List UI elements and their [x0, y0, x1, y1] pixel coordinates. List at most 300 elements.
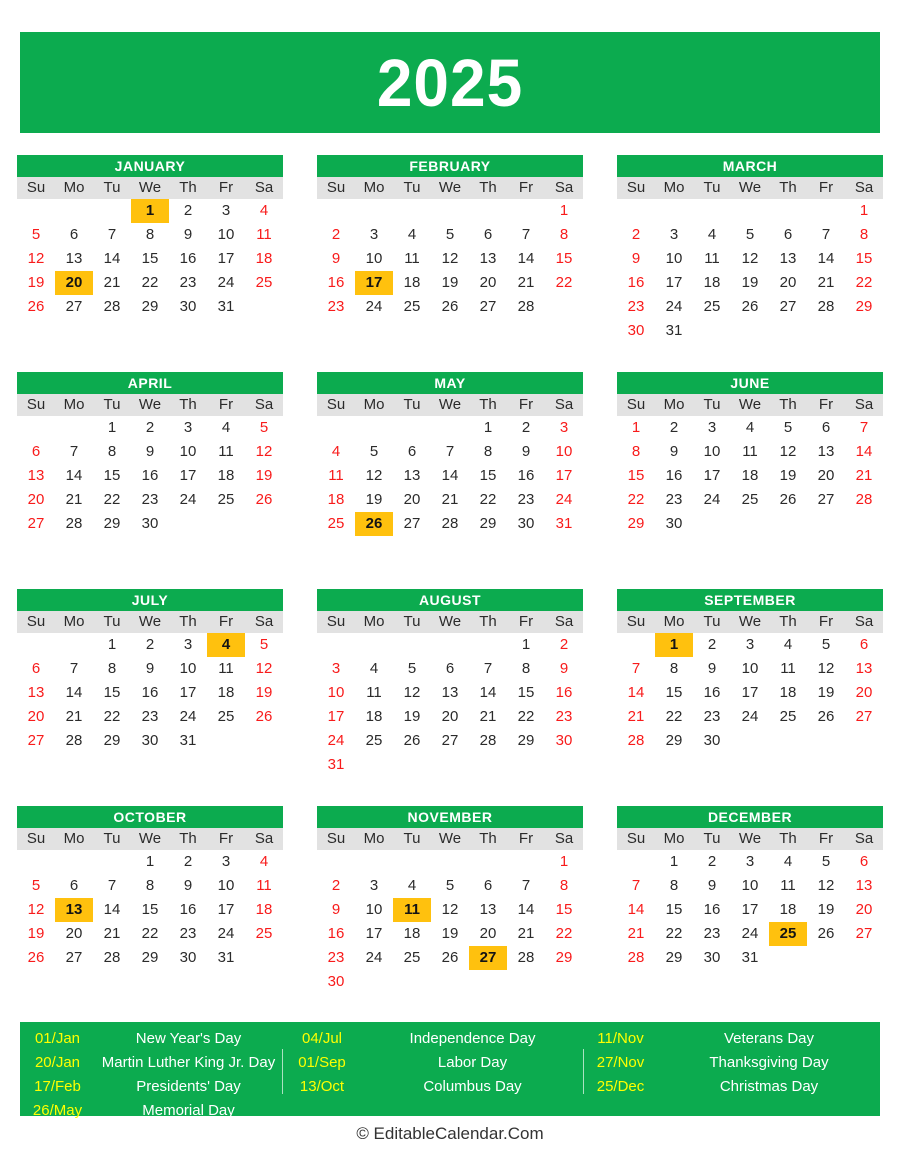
day-cell: 12	[255, 443, 273, 460]
day-cell: 11	[218, 660, 234, 677]
day-cell: 9	[707, 660, 717, 677]
day-cell: 9	[707, 877, 717, 894]
day-cell: 30	[703, 949, 721, 966]
day-cell: 23	[555, 708, 573, 725]
day-cell: 9	[669, 443, 679, 460]
weekday-label: Fr	[818, 613, 834, 630]
month-november	[317, 806, 583, 1023]
empty-day-cell	[617, 850, 655, 874]
day-cell: 13	[403, 467, 421, 484]
day-cell: 2	[707, 636, 717, 653]
day-cell: 5	[259, 636, 269, 653]
weekday-label: Tu	[103, 396, 121, 413]
holiday-name	[658, 1099, 880, 1123]
empty-day-cell	[469, 850, 507, 874]
weekday-header-row	[317, 828, 583, 850]
weekday-label: Th	[179, 613, 197, 630]
week-row	[617, 729, 883, 753]
week-row	[17, 705, 283, 729]
day-cell: 19	[403, 708, 421, 725]
day-cell: 2	[331, 877, 341, 894]
day-cell: 15	[555, 901, 573, 918]
day-cell: 23	[703, 925, 721, 942]
day-cell: 29	[517, 732, 535, 749]
day-cell: 13	[855, 660, 873, 677]
weekday-label: We	[438, 830, 462, 847]
holiday-row	[20, 1051, 880, 1075]
day-cell: 22	[855, 274, 873, 291]
weekday-label: Tu	[403, 396, 421, 413]
month-title: OCTOBER	[17, 806, 283, 828]
day-cell: 6	[483, 877, 493, 894]
day-cell: 3	[707, 419, 717, 436]
day-cell: 24	[555, 491, 573, 508]
day-cell: 9	[559, 660, 569, 677]
empty-day-cell	[769, 199, 807, 223]
week-row	[617, 922, 883, 946]
day-cell: 10	[365, 250, 383, 267]
week-row	[317, 898, 583, 922]
holiday-date	[282, 1099, 362, 1123]
day-cell: 25	[403, 949, 421, 966]
empty-day-cell	[93, 199, 131, 223]
day-cell: 12	[365, 467, 383, 484]
day-cell: 30	[327, 973, 345, 990]
day-cell: 1	[107, 636, 117, 653]
month-title: JULY	[17, 589, 283, 611]
day-cell: 10	[365, 901, 383, 918]
month-february	[317, 155, 583, 372]
empty-day-cell	[769, 512, 807, 536]
day-cell: 23	[327, 298, 345, 315]
weekday-label: Th	[179, 396, 197, 413]
day-cell: 20	[55, 271, 93, 295]
day-cell: 10	[179, 443, 197, 460]
day-cell: 8	[107, 443, 117, 460]
day-cell: 20	[65, 925, 83, 942]
day-cell: 18	[217, 684, 235, 701]
day-cell: 31	[217, 949, 235, 966]
day-cell: 10	[741, 660, 759, 677]
day-cell: 23	[703, 708, 721, 725]
day-cell: 20	[403, 491, 421, 508]
empty-day-cell	[545, 295, 583, 319]
day-cell: 27	[27, 515, 45, 532]
holiday-name: Presidents' Day	[136, 1078, 241, 1095]
weekday-label: Fr	[518, 613, 534, 630]
day-cell: 7	[821, 226, 831, 243]
holiday-date: 04/Jul	[301, 1030, 343, 1047]
empty-day-cell	[55, 633, 93, 657]
day-cell: 16	[703, 901, 721, 918]
day-cell: 5	[407, 660, 417, 677]
weekday-label: Mo	[363, 830, 385, 847]
day-cell: 24	[179, 708, 197, 725]
week-row	[317, 729, 583, 753]
day-cell: 8	[483, 443, 493, 460]
weekday-label: Tu	[403, 179, 421, 196]
empty-day-cell	[17, 416, 55, 440]
day-cell: 28	[103, 298, 121, 315]
day-cell: 8	[107, 660, 117, 677]
empty-day-cell	[393, 416, 431, 440]
day-cell: 27	[855, 925, 873, 942]
day-cell: 2	[145, 419, 155, 436]
day-cell: 19	[441, 925, 459, 942]
holiday-date	[583, 1099, 658, 1123]
day-cell: 20	[779, 274, 797, 291]
day-cell: 2	[331, 226, 341, 243]
day-cell: 31	[327, 756, 345, 773]
day-cell: 10	[327, 684, 345, 701]
weekday-label: Sa	[854, 830, 874, 847]
week-row	[317, 753, 583, 777]
week-row	[317, 946, 583, 970]
weekday-label: We	[438, 396, 462, 413]
empty-day-cell	[769, 319, 807, 343]
empty-day-cell	[807, 512, 845, 536]
week-row	[17, 850, 283, 874]
weekday-label: Mo	[63, 179, 85, 196]
day-cell: 4	[207, 633, 245, 657]
day-cell: 27	[817, 491, 835, 508]
empty-day-cell	[355, 199, 393, 223]
empty-day-cell	[807, 199, 845, 223]
day-cell: 18	[255, 901, 273, 918]
day-cell: 7	[631, 877, 641, 894]
day-cell: 16	[555, 684, 573, 701]
empty-day-cell	[469, 753, 507, 777]
day-cell: 15	[517, 684, 535, 701]
empty-day-cell	[617, 199, 655, 223]
day-cell: 23	[141, 491, 159, 508]
empty-day-cell	[245, 946, 283, 970]
empty-day-cell	[245, 729, 283, 753]
day-cell: 8	[559, 877, 569, 894]
month-september	[617, 589, 883, 806]
empty-day-cell	[355, 416, 393, 440]
week-row	[17, 199, 283, 223]
day-cell: 12	[441, 901, 459, 918]
month-july	[17, 589, 283, 806]
day-cell: 22	[103, 491, 121, 508]
day-cell: 16	[141, 467, 159, 484]
day-cell: 15	[855, 250, 873, 267]
day-cell: 5	[821, 636, 831, 653]
day-cell: 21	[855, 467, 873, 484]
day-cell: 20	[855, 684, 873, 701]
weekday-label: Tu	[703, 179, 721, 196]
empty-day-cell	[469, 199, 507, 223]
day-cell: 28	[65, 732, 83, 749]
empty-day-cell	[469, 633, 507, 657]
weekday-label: Sa	[254, 396, 274, 413]
holiday-date: 20/Jan	[34, 1054, 81, 1071]
day-cell: 19	[27, 925, 45, 942]
month-title: JUNE	[617, 372, 883, 394]
weekday-header-row	[17, 177, 283, 199]
empty-day-cell	[431, 753, 469, 777]
week-row	[17, 633, 283, 657]
day-cell: 25	[365, 732, 383, 749]
day-cell: 26	[441, 298, 459, 315]
day-cell: 2	[707, 853, 717, 870]
day-cell: 21	[65, 491, 83, 508]
month-title: APRIL	[17, 372, 283, 394]
weekday-label: Mo	[363, 613, 385, 630]
weekday-label: Su	[26, 613, 46, 630]
holiday-column-divider-1	[282, 1049, 283, 1094]
day-cell: 12	[779, 443, 797, 460]
day-cell: 20	[479, 274, 497, 291]
day-cell: 1	[145, 853, 155, 870]
day-cell: 20	[441, 708, 459, 725]
holiday-name: Martin Luther King Jr. Day	[101, 1054, 276, 1071]
day-cell: 24	[179, 491, 197, 508]
day-cell: 14	[65, 467, 83, 484]
weekday-label: Th	[779, 179, 797, 196]
day-cell: 9	[331, 901, 341, 918]
day-cell: 28	[517, 949, 535, 966]
week-row	[317, 681, 583, 705]
day-cell: 28	[855, 491, 873, 508]
credit-line: © EditableCalendar.Com	[356, 1124, 544, 1143]
day-cell: 29	[479, 515, 497, 532]
day-cell: 29	[665, 732, 683, 749]
day-cell: 3	[221, 853, 231, 870]
day-cell: 17	[741, 684, 759, 701]
day-cell: 22	[479, 491, 497, 508]
day-cell: 24	[703, 491, 721, 508]
day-cell: 4	[259, 853, 269, 870]
day-cell: 31	[665, 322, 683, 339]
day-cell: 16	[327, 274, 345, 291]
day-cell: 15	[141, 901, 159, 918]
day-cell: 27	[779, 298, 797, 315]
holiday-date: 17/Feb	[34, 1078, 81, 1095]
empty-day-cell	[55, 416, 93, 440]
weekday-label: Tu	[703, 613, 721, 630]
weekday-label: Su	[326, 830, 346, 847]
empty-day-cell	[431, 633, 469, 657]
day-cell: 10	[217, 226, 235, 243]
weekday-label: We	[738, 830, 762, 847]
day-cell: 20	[479, 925, 497, 942]
day-cell: 6	[445, 660, 455, 677]
week-row	[317, 922, 583, 946]
day-cell: 21	[517, 925, 535, 942]
day-cell: 14	[103, 250, 121, 267]
empty-day-cell	[693, 512, 731, 536]
day-cell: 2	[145, 636, 155, 653]
month-title: NOVEMBER	[317, 806, 583, 828]
day-cell: 20	[27, 491, 45, 508]
day-cell: 25	[327, 515, 345, 532]
day-cell: 4	[407, 226, 417, 243]
day-cell: 23	[179, 925, 197, 942]
day-cell: 3	[331, 660, 341, 677]
day-cell: 13	[65, 250, 83, 267]
week-row	[17, 295, 283, 319]
day-cell: 1	[669, 853, 679, 870]
weekday-label: Fr	[818, 179, 834, 196]
day-cell: 2	[669, 419, 679, 436]
day-cell: 15	[665, 901, 683, 918]
day-cell: 25	[779, 708, 797, 725]
day-cell: 21	[103, 274, 121, 291]
empty-day-cell	[807, 946, 845, 970]
day-cell: 7	[69, 660, 79, 677]
empty-day-cell	[245, 295, 283, 319]
day-cell: 7	[521, 877, 531, 894]
week-row	[317, 464, 583, 488]
year-banner	[20, 32, 880, 133]
day-cell: 16	[665, 467, 683, 484]
holiday-name: Independence Day	[409, 1030, 536, 1047]
month-title: MARCH	[617, 155, 883, 177]
empty-day-cell	[55, 199, 93, 223]
weekday-label: Su	[626, 396, 646, 413]
day-cell: 22	[627, 491, 645, 508]
day-cell: 31	[179, 732, 197, 749]
week-row	[17, 657, 283, 681]
day-cell: 28	[103, 949, 121, 966]
weekday-label: Sa	[554, 396, 574, 413]
holiday-date: 13/Oct	[299, 1078, 345, 1095]
week-row	[617, 898, 883, 922]
empty-day-cell	[431, 199, 469, 223]
day-cell: 24	[217, 925, 235, 942]
month-april	[17, 372, 283, 589]
week-row	[317, 633, 583, 657]
day-cell: 13	[855, 877, 873, 894]
holiday-name: Thanksgiving Day	[709, 1054, 829, 1071]
holiday-row	[20, 1075, 880, 1099]
day-cell: 14	[103, 901, 121, 918]
weekday-header-row	[17, 611, 283, 633]
day-cell: 2	[521, 419, 531, 436]
day-cell: 11	[218, 443, 234, 460]
day-cell: 3	[183, 636, 193, 653]
day-cell: 22	[141, 274, 159, 291]
day-cell: 17	[217, 250, 235, 267]
holiday-name: Memorial Day	[142, 1102, 235, 1119]
day-cell: 4	[407, 877, 417, 894]
week-row	[17, 271, 283, 295]
day-cell: 8	[145, 877, 155, 894]
weekday-header-row	[317, 394, 583, 416]
day-cell: 5	[821, 853, 831, 870]
day-cell: 15	[665, 684, 683, 701]
empty-day-cell	[731, 199, 769, 223]
day-cell: 2	[631, 226, 641, 243]
empty-day-cell	[469, 970, 507, 994]
day-cell: 6	[407, 443, 417, 460]
week-row	[617, 295, 883, 319]
week-row	[617, 946, 883, 970]
day-cell: 13	[479, 250, 497, 267]
day-cell: 12	[403, 684, 421, 701]
day-cell: 9	[631, 250, 641, 267]
week-row	[617, 488, 883, 512]
day-cell: 4	[707, 226, 717, 243]
empty-day-cell	[545, 970, 583, 994]
day-cell: 30	[141, 732, 159, 749]
week-row	[17, 874, 283, 898]
day-cell: 14	[627, 901, 645, 918]
day-cell: 25	[217, 491, 235, 508]
empty-day-cell	[693, 319, 731, 343]
weekday-label: Su	[26, 179, 46, 196]
week-row	[17, 512, 283, 536]
empty-day-cell	[393, 633, 431, 657]
weekday-label: Sa	[554, 830, 574, 847]
day-cell: 28	[627, 949, 645, 966]
month-title: SEPTEMBER	[617, 589, 883, 611]
day-cell: 17	[179, 684, 197, 701]
day-cell: 8	[669, 877, 679, 894]
weekday-header-row	[17, 394, 283, 416]
empty-day-cell	[17, 850, 55, 874]
weekday-label: Sa	[254, 830, 274, 847]
day-cell: 12	[27, 901, 45, 918]
week-row	[17, 681, 283, 705]
day-cell: 4	[745, 419, 755, 436]
day-cell: 21	[517, 274, 535, 291]
weekday-header-row	[617, 177, 883, 199]
day-cell: 18	[779, 684, 797, 701]
empty-day-cell	[807, 729, 845, 753]
empty-day-cell	[807, 319, 845, 343]
empty-day-cell	[317, 416, 355, 440]
weekday-label: Th	[479, 830, 497, 847]
weekday-label: Fr	[518, 179, 534, 196]
day-cell: 29	[103, 515, 121, 532]
empty-day-cell	[317, 850, 355, 874]
day-cell: 30	[179, 298, 197, 315]
day-cell: 12	[441, 250, 459, 267]
day-cell: 28	[517, 298, 535, 315]
day-cell: 14	[65, 684, 83, 701]
day-cell: 19	[741, 274, 759, 291]
empty-day-cell	[693, 199, 731, 223]
day-cell: 29	[855, 298, 873, 315]
day-cell: 28	[479, 732, 497, 749]
day-cell: 26	[27, 298, 45, 315]
weekday-label: Fr	[518, 830, 534, 847]
day-cell: 30	[703, 732, 721, 749]
day-cell: 6	[69, 226, 79, 243]
weekday-label: We	[138, 613, 162, 630]
day-cell: 11	[780, 660, 796, 677]
week-row	[617, 416, 883, 440]
day-cell: 27	[65, 949, 83, 966]
day-cell: 4	[259, 202, 269, 219]
day-cell: 27	[65, 298, 83, 315]
day-cell: 19	[27, 274, 45, 291]
holiday-date: 26/May	[32, 1102, 83, 1119]
day-cell: 10	[179, 660, 197, 677]
day-cell: 30	[517, 515, 535, 532]
day-cell: 11	[780, 877, 796, 894]
week-row	[617, 633, 883, 657]
day-cell: 26	[741, 298, 759, 315]
week-row	[317, 247, 583, 271]
day-cell: 14	[517, 250, 535, 267]
day-cell: 17	[355, 271, 393, 295]
month-august	[317, 589, 583, 806]
day-cell: 17	[703, 467, 721, 484]
